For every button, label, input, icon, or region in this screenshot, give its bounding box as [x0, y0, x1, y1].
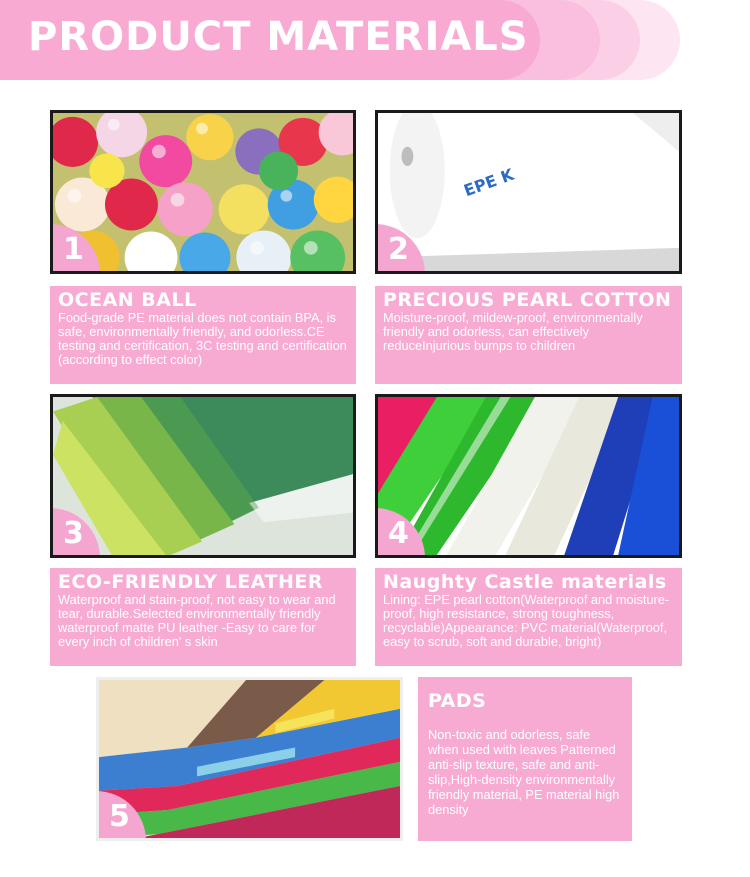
page-title: PRODUCT MATERIALS: [28, 14, 529, 60]
leather-image: [50, 394, 356, 558]
card-title: Naughty Castle materials: [383, 571, 667, 593]
card-description: Food-grade PE material does not contain BPA, is safe, environmentally friendly, and odorless.CE testing and certification, 3C testing and certification (according to effect color): [58, 310, 347, 367]
castle-materials-image: [375, 394, 682, 558]
item-number: 5: [109, 799, 130, 834]
card-pads: [418, 677, 632, 841]
card-description: Waterproof and stain-proof, not easy to wear and tear, durable.Selected environmentally friendly waterproof matte PU leather -Easy to care for every inch of children' s skin: [58, 592, 336, 649]
pads-image: [96, 677, 403, 841]
item-number: 4: [388, 516, 409, 551]
card-ocean-ball: [50, 286, 356, 384]
card-description: Non-toxic and odorless, safe when used with leaves Patterned anti-slip texture, safe and anti-slip,High-density environmentally friendly material, PE material high density: [428, 727, 620, 817]
card-title: PRECIOUS PEARL COTTON: [383, 289, 672, 311]
card-title: ECO-FRIENDLY LEATHER: [58, 571, 323, 593]
card-title: OCEAN BALL: [58, 289, 197, 311]
card-pearl-cotton: [375, 286, 682, 384]
card-eco-leather: [50, 568, 356, 666]
card-description: Lining: EPE pearl cotton(Waterproof and moisture-proof, high resistance, strong toughness, recyclable)Appearance: PVC material(Waterproof, easy to scrub, soft and durable, bright): [383, 592, 670, 649]
item-number: 3: [63, 516, 84, 551]
pearl-cotton-image: [375, 110, 682, 274]
header-banner: [0, 0, 750, 80]
ocean-ball-image: [50, 110, 356, 274]
card-description: Moisture-proof, mildew-proof, environmentally friendly and odorless, can effectively reduceInjurious bumps to children: [383, 310, 643, 353]
item-number: 1: [63, 232, 84, 267]
card-title: PADS: [428, 690, 487, 712]
item-number: 2: [388, 232, 409, 267]
card-castle-materials: [375, 568, 682, 666]
epe-logo: EPE K: [461, 164, 517, 201]
